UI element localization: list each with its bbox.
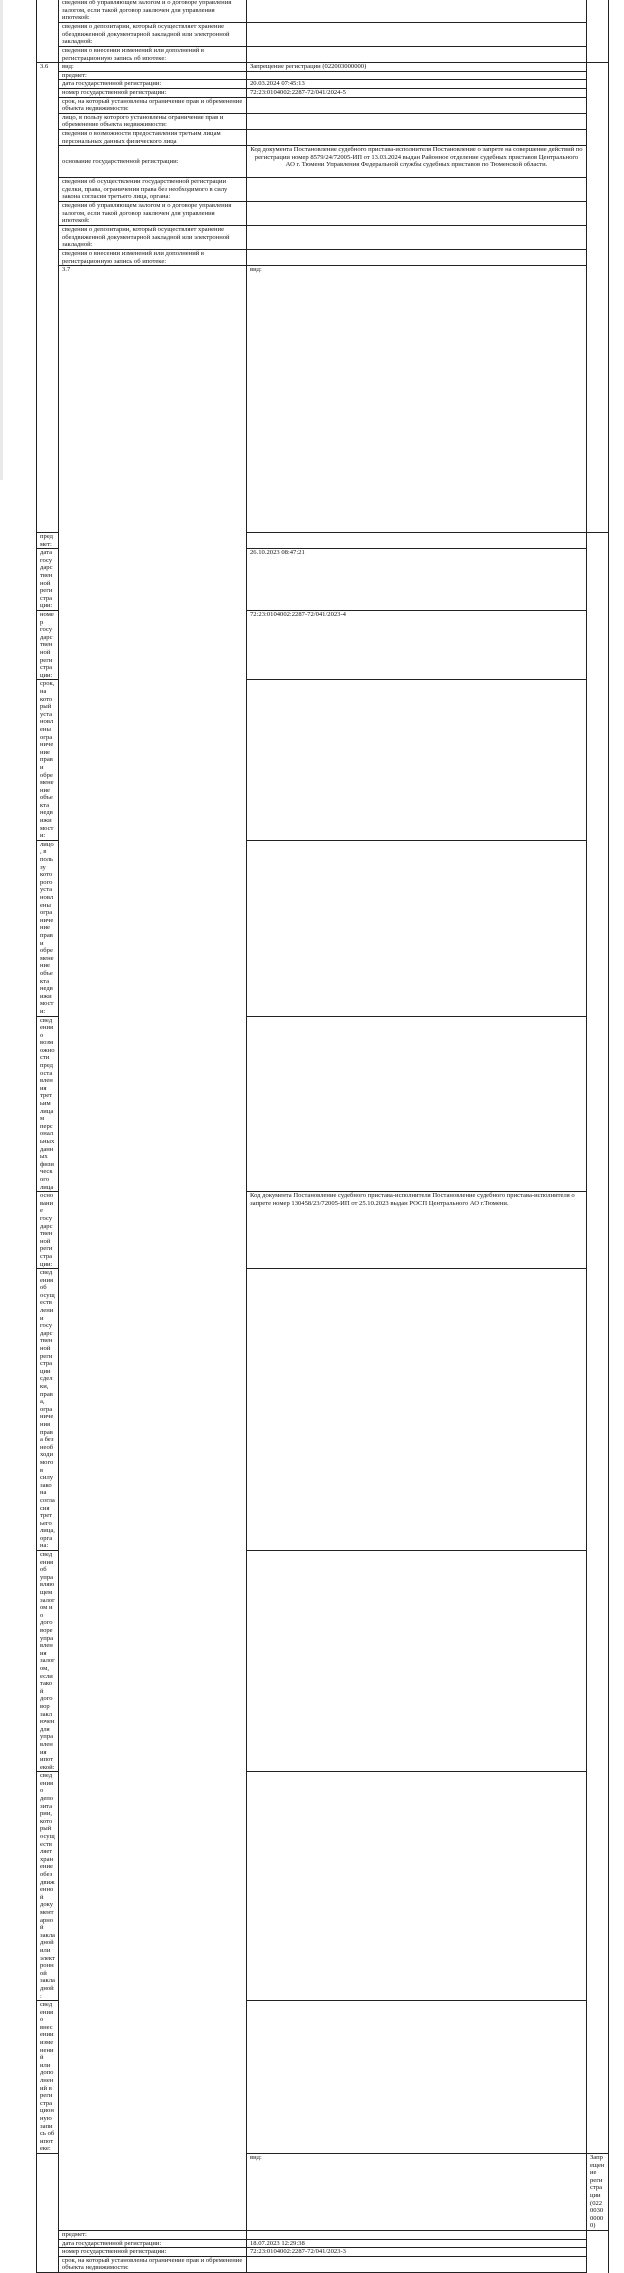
row-label: вид: bbox=[247, 2153, 587, 2230]
row-value bbox=[247, 250, 587, 266]
table-row bbox=[37, 88, 609, 97]
row-label: сведения о внесении изменений или дополнений в регистрационную запись об ипотеке: bbox=[37, 2001, 59, 2154]
table-row bbox=[37, 226, 609, 250]
row-label: номер государственной регистрации: bbox=[59, 88, 247, 97]
table-row bbox=[37, 0, 609, 23]
row-value bbox=[247, 202, 587, 226]
row-value: 72:23:0104002:2287-72/041/2023-3 bbox=[247, 2248, 587, 2257]
row-label: предмет: bbox=[59, 2230, 247, 2239]
number-cell bbox=[37, 0, 59, 63]
row-label: дата государственной регистрации: bbox=[59, 2239, 247, 2248]
table-row bbox=[37, 63, 609, 72]
row-value: 72:23:0104002:2287-72/041/2023-4 bbox=[247, 611, 587, 680]
row-value: 72:23:0104002:2287-72/041/2024-5 bbox=[247, 88, 587, 97]
row-label: дата государственной регистрации: bbox=[59, 80, 247, 89]
row-label: основание государственной регистрации: bbox=[59, 146, 247, 178]
table-row bbox=[37, 2239, 609, 2248]
row-label: сведения об управляющем залогом и о договоре управления залогом, если такой договор заключен для управления ипотекой: bbox=[37, 1551, 59, 1772]
row-label: предмет: bbox=[59, 71, 247, 80]
section-number: 3.6 bbox=[37, 63, 59, 533]
row-value bbox=[247, 1772, 587, 2001]
table-row bbox=[37, 250, 609, 266]
row-label: сведения о внесении изменений или дополнений в регистрационную запись об ипотеке: bbox=[59, 47, 247, 63]
table-row bbox=[37, 2230, 609, 2239]
row-label: вид: bbox=[247, 266, 587, 533]
row-label: сведения о внесении изменений или дополнений в регистрационную запись об ипотеке: bbox=[59, 250, 247, 266]
table-row bbox=[37, 146, 609, 178]
row-value: Код документа Постановление судебного пристава-исполнителя Постановление о запрете на совершение действий по регистрации номер 8579/24/72005-ИП от 13.03.2024 выдан Районное отделение судебных приставов Центрального АО г. Тюмени Управления Федеральной службы судебных приставов по Тюменской области. bbox=[247, 146, 587, 178]
row-value bbox=[247, 113, 587, 129]
table-row bbox=[37, 71, 609, 80]
row-value: Запрещение регистрации (022003000000) bbox=[247, 63, 587, 72]
encumbrance-table bbox=[36, 0, 609, 2273]
table-row bbox=[37, 129, 609, 145]
table-row bbox=[37, 97, 609, 113]
row-value bbox=[247, 2001, 587, 2154]
row-value bbox=[247, 840, 587, 1016]
row-label: сведения об осуществлении государственной регистрации сделки, права, ограничения права без необходимого в силу закона согласия третьего лица, органа: bbox=[59, 178, 247, 202]
row-label: предмет: bbox=[37, 533, 59, 549]
row-value bbox=[247, 226, 587, 250]
row-value bbox=[247, 2256, 587, 2272]
row-label: срок, на который установлены ограничение прав и обременение объекта недвижимости: bbox=[37, 680, 59, 840]
row-label: сведения об управляющем залогом и о договоре управления залогом, если такой договор заключен для управления ипотекой: bbox=[59, 0, 247, 23]
row-value bbox=[247, 1016, 587, 1192]
row-value: 20.03.2024 07:45:13 bbox=[247, 80, 587, 89]
table-row bbox=[37, 80, 609, 89]
row-label: лицо, в пользу которого установлены ограничение прав и обременение объекта недвижимости: bbox=[59, 113, 247, 129]
row-label: основание государственной регистрации: bbox=[37, 1192, 59, 1269]
row-label: сведения о возможности предоставления третьим лицам персональных данных физического лица bbox=[37, 1016, 59, 1192]
row-value bbox=[247, 47, 587, 63]
row-label: номер государственной регистрации: bbox=[37, 611, 59, 680]
row-value bbox=[247, 0, 587, 23]
row-label: сведения о депозитарии, который осуществляет хранение обездвиженной документарной закладной или электронной закладной: bbox=[59, 226, 247, 250]
gap-cell bbox=[587, 0, 609, 63]
row-value bbox=[247, 1551, 587, 1772]
section-number bbox=[37, 2153, 59, 2272]
row-label: дата государственной регистрации: bbox=[37, 549, 59, 611]
row-label: сведения о депозитарии, который осуществляет хранение обездвиженной документарной закладной или электронной закладной: bbox=[59, 23, 247, 47]
row-value bbox=[247, 680, 587, 840]
row-value bbox=[247, 71, 587, 80]
row-label: сведения о возможности предоставления третьим лицам персональных данных физического лица bbox=[59, 129, 247, 145]
table-row bbox=[37, 266, 609, 533]
row-label: сведения об управляющем залогом и о договоре управления залогом, если такой договор заключен для управления ипотекой: bbox=[59, 202, 247, 226]
table-row bbox=[37, 113, 609, 129]
row-value bbox=[247, 2230, 587, 2239]
row-value bbox=[247, 1269, 587, 1551]
table-row bbox=[37, 178, 609, 202]
section-number: 3.7 bbox=[59, 266, 247, 2231]
row-value: Запрещение регистрации (022003000000) bbox=[587, 2153, 609, 2230]
row-label: срок, на который установлены ограничение прав и обременение объекта недвижимости: bbox=[59, 2256, 247, 2272]
row-label: номер государственной регистрации: bbox=[59, 2248, 247, 2257]
table-row bbox=[37, 2256, 609, 2272]
row-label: срок, на который установлены ограничение прав и обременение объекта недвижимости: bbox=[59, 97, 247, 113]
row-value bbox=[247, 23, 587, 47]
table-row bbox=[37, 47, 609, 63]
table-row bbox=[37, 202, 609, 226]
row-label: сведения о депозитарии, который осуществляет хранение обездвиженной документарной закладной или электронной закладной: bbox=[37, 1772, 59, 2001]
row-value bbox=[247, 178, 587, 202]
row-value: 26.10.2023 08:47:21 bbox=[247, 549, 587, 611]
row-value bbox=[247, 129, 587, 145]
row-label: сведения об осуществлении государственной регистрации сделки, права, ограничения права без необходимого в силу закона согласия третьего лица, органа: bbox=[37, 1269, 59, 1551]
scan-edge bbox=[0, 0, 3, 480]
row-value: 18.07.2023 12:29:38 bbox=[247, 2239, 587, 2248]
row-value bbox=[247, 97, 587, 113]
row-value: Код документа Постановление судебного пристава-исполнителя Постановление судебного пристава-исполнителя о запрете номер 130458/23/72005-ИП от 25.10.2023 выдан РОСП Центрального АО г.Тюмени. bbox=[247, 1192, 587, 1269]
table-row bbox=[37, 23, 609, 47]
row-value bbox=[247, 533, 587, 549]
row-label: лицо, в пользу которого установлены ограничение прав и обременение объекта недвижимости: bbox=[37, 840, 59, 1016]
row-label: вид: bbox=[59, 63, 247, 72]
gap-cell bbox=[587, 63, 609, 533]
table-row bbox=[37, 2248, 609, 2257]
